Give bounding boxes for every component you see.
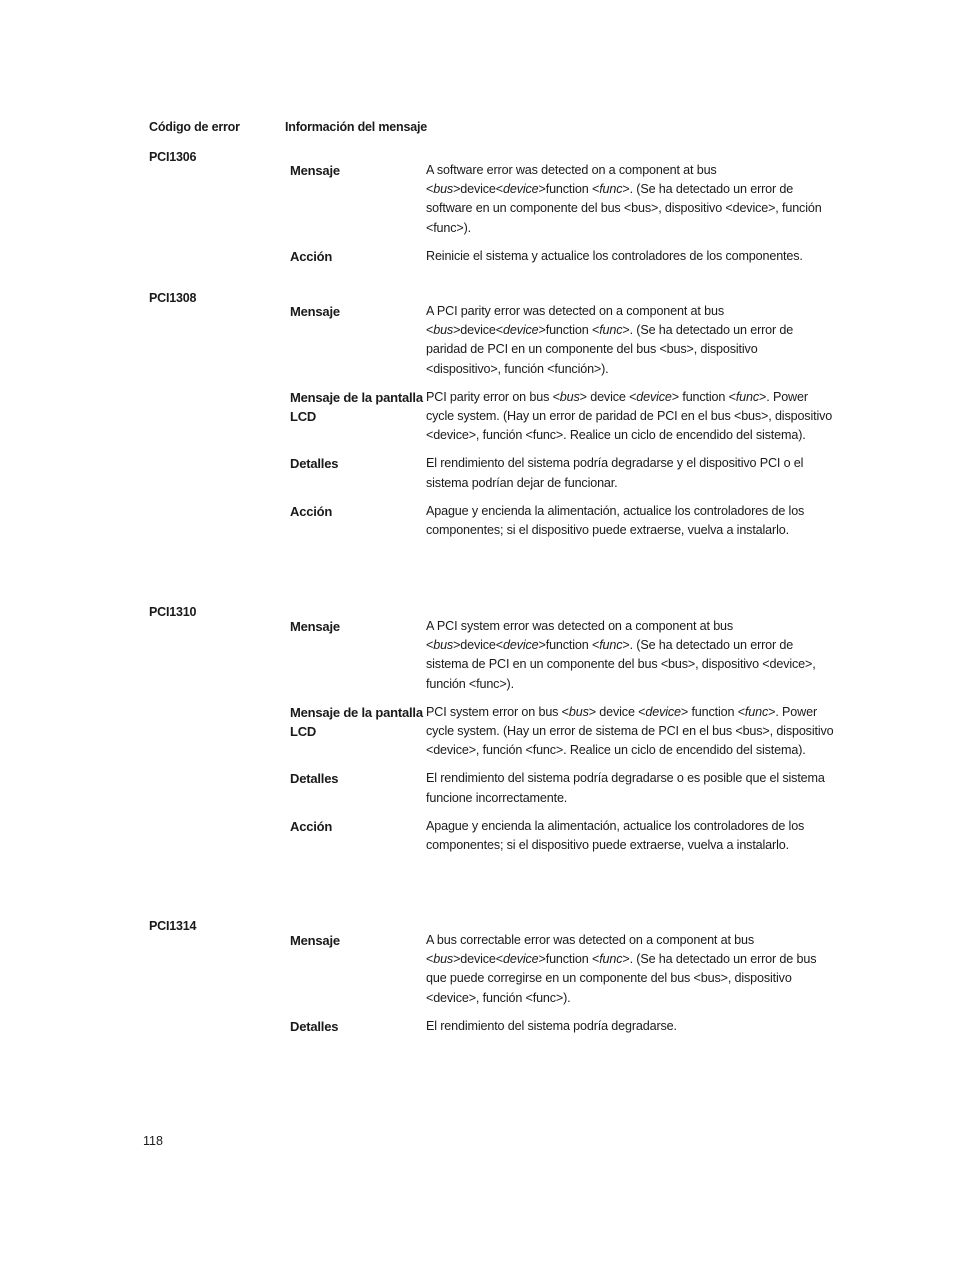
placeholder-term: func bbox=[599, 638, 623, 653]
row-mensaje bbox=[290, 931, 835, 1008]
row-detalles bbox=[290, 454, 835, 492]
row-label: Detalles bbox=[290, 456, 339, 472]
row-mensaje bbox=[290, 161, 835, 238]
row-text: PCI system error on bus <bus> device <device> function <func>. Power cycle system. (Hay un error de sistema de PCI en el bus <bus>, dispositivo <device>, función <func>. Realice un ciclo de encendido del sistema). bbox=[426, 704, 834, 758]
row-accion bbox=[290, 247, 835, 266]
row-label: Mensaje bbox=[290, 163, 340, 178]
row-detalles bbox=[290, 769, 835, 807]
placeholder-term: func bbox=[744, 704, 769, 719]
error-code-pci1306: PCI1306 bbox=[149, 150, 197, 164]
placeholder-term: bus bbox=[433, 638, 454, 653]
placeholder-term: bus bbox=[433, 182, 454, 197]
placeholder-term: device bbox=[636, 389, 672, 404]
row-detalles bbox=[290, 1017, 835, 1036]
error-code-pci1310: PCI1310 bbox=[149, 605, 197, 619]
row-lcd-message bbox=[290, 388, 835, 446]
placeholder-term: func bbox=[735, 389, 760, 404]
placeholder-term: device bbox=[503, 638, 539, 653]
placeholder-term: device bbox=[503, 952, 539, 967]
row-label: Mensaje bbox=[290, 619, 340, 634]
page-number: 118 bbox=[143, 1134, 163, 1148]
placeholder-term: bus bbox=[568, 704, 589, 719]
row-mensaje bbox=[290, 617, 835, 694]
row-label: Mensaje de la pantalla LCD bbox=[290, 389, 423, 425]
row-label: Detalles bbox=[290, 771, 339, 787]
error-code-pci1314: PCI1314 bbox=[149, 919, 197, 933]
row-text: A PCI parity error was detected on a component at bus <bus>device<device>function <func>. (Se ha detectado un error de paridad de PCI en un componente del bus <bus>, dispositivo <dispositivo>, función <función>). bbox=[426, 304, 794, 376]
row-text: El rendimiento del sistema podría degradarse. bbox=[426, 1018, 677, 1033]
error-block-pci1308 bbox=[290, 302, 835, 549]
row-mensaje bbox=[290, 302, 835, 379]
row-text: PCI parity error on bus <bus> device <device> function <func>. Power cycle system. (Hay un error de paridad de PCI en el bus <bus>, dispositivo <device>, función <func>. Realice un ciclo de encendido del sistema). bbox=[426, 389, 833, 443]
placeholder-term: device bbox=[503, 323, 539, 338]
row-accion bbox=[290, 817, 835, 855]
placeholder-term: func bbox=[599, 323, 623, 338]
header-error-code: Código de error bbox=[149, 120, 240, 134]
placeholder-term: bus bbox=[433, 323, 454, 338]
row-label: Detalles bbox=[290, 1018, 339, 1034]
row-lcd-message bbox=[290, 703, 835, 761]
row-text: Apague y encienda la alimentación, actualice los controladores de los componentes; si el dispositivo puede extraerse, vuelva a instalarlo. bbox=[426, 818, 805, 853]
row-label: Acción bbox=[290, 503, 333, 519]
row-label: Mensaje de la pantalla LCD bbox=[290, 704, 423, 740]
placeholder-term: device bbox=[503, 182, 539, 197]
row-accion bbox=[290, 502, 835, 540]
row-text: A software error was detected on a component at bus <bus>device<device>function <func>. (Se ha detectado un error de software en un componente del bus <bus>, dispositivo <device>, función <func>). bbox=[426, 163, 822, 235]
placeholder-term: bus bbox=[433, 952, 454, 967]
row-label: Mensaje bbox=[290, 304, 340, 319]
header-message-info: Información del mensaje bbox=[285, 120, 427, 134]
placeholder-term: bus bbox=[559, 389, 580, 404]
row-text: El rendimiento del sistema podría degradarse y el dispositivo PCI o el sistema podrían dejar de funcionar. bbox=[426, 456, 804, 490]
row-text: A PCI system error was detected on a component at bus <bus>device<device>function <func>. (Se ha detectado un error de sistema de PCI en un componente del bus <bus>, dispositivo <device>, función <func>). bbox=[426, 619, 816, 691]
row-text: El rendimiento del sistema podría degradarse o es posible que el sistema funcione incorrectamente. bbox=[426, 771, 825, 805]
row-label: Acción bbox=[290, 818, 333, 834]
row-text: Apague y encienda la alimentación, actualice los controladores de los componentes; si el dispositivo puede extraerse, vuelva a instalarlo. bbox=[426, 503, 805, 538]
row-text: Reinicie el sistema y actualice los controladores de los componentes. bbox=[426, 248, 803, 263]
error-block-pci1306 bbox=[290, 161, 835, 275]
error-block-pci1314 bbox=[290, 931, 835, 1045]
row-text: A bus correctable error was detected on a component at bus <bus>device<device>function <func>. (Se ha detectado un error de bus que puede corregirse en un componente del bus <bus>, dispositivo <device>, función <func>). bbox=[426, 933, 817, 1005]
placeholder-term: func bbox=[599, 182, 623, 197]
placeholder-term: device bbox=[645, 704, 681, 719]
placeholder-term: func bbox=[599, 952, 623, 967]
error-code-pci1308: PCI1308 bbox=[149, 291, 197, 305]
row-label: Acción bbox=[290, 248, 333, 264]
row-label: Mensaje bbox=[290, 933, 340, 948]
error-block-pci1310 bbox=[290, 617, 835, 864]
